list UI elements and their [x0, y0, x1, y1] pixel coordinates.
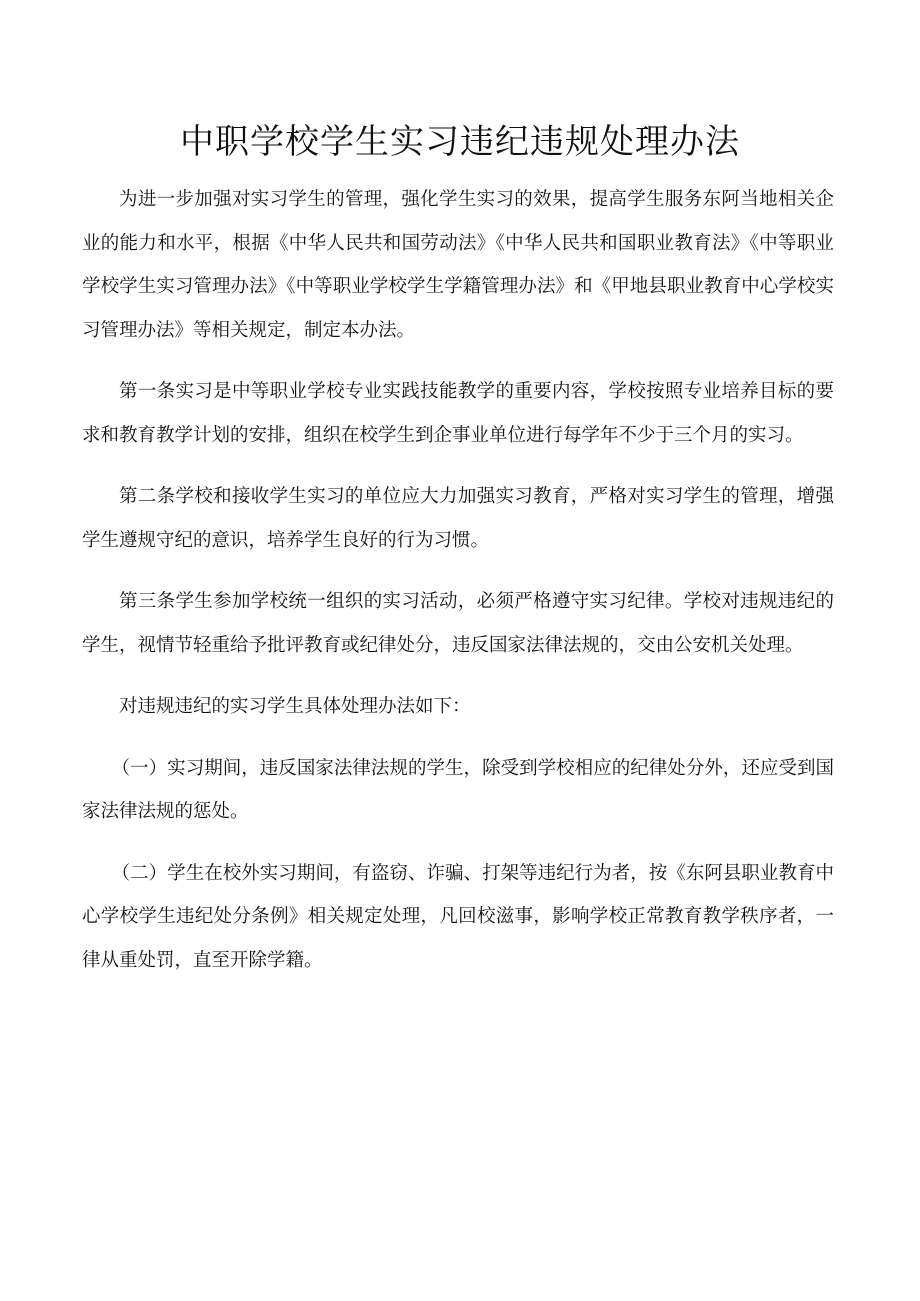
paragraph-article-3: 第三条学生参加学校统一组织的实习活动，必须严格遵守实习纪律。学校对违规违纪的学生，视情节轻重给予批评教育或纪律处分，违反国家法律法规的，交由公安机关处理。 — [82, 591, 834, 656]
document-body — [82, 178, 834, 1000]
document-title: 中职学校学生实习违纪违规处理办法 — [180, 122, 740, 162]
paragraph-item-2: （二）学生在校外实习期间，有盗窃、诈骗、打架等违纪行为者，按《东阿县职业教育中心学校学生违纪处分条例》相关规定处理，凡回校滋事，影响学校正常教育教学秩序者，一律从重处罚，直至开除学籍。 — [82, 862, 834, 971]
paragraph-article-1: 第一条实习是中等职业学校专业实践技能教学的重要内容，学校按照专业培养目标的要求和教育教学计划的安排，组织在校学生到企事业单位进行每学年不少于三个月的实习。 — [82, 381, 834, 446]
paragraph-item-1: （一）实习期间，违反国家法律法规的学生，除受到学校相应的纪律处分外，还应受到国家法律法规的惩处。 — [82, 757, 834, 822]
paragraph-article-2: 第二条学校和接收学生实习的单位应大力加强实习教育，严格对实习学生的管理，增强学生遵规守纪的意识，培养学生良好的行为习惯。 — [82, 486, 834, 551]
paragraph-measures-intro: 对违规违纪的实习学生具体处理办法如下： — [119, 696, 471, 717]
paragraph-preamble: 为进一步加强对实习学生的管理，强化学生实习的效果，提高学生服务东阿当地相关企业的能力和水平，根据《中华人民共和国劳动法》《中华人民共和国职业教育法》《中等职业学校学生实习管理办法》《中等职业学校学生学籍管理办法》和《甲地县职业教育中心学校实习管理办法》等相关规定，制定本办法。 — [82, 189, 834, 341]
